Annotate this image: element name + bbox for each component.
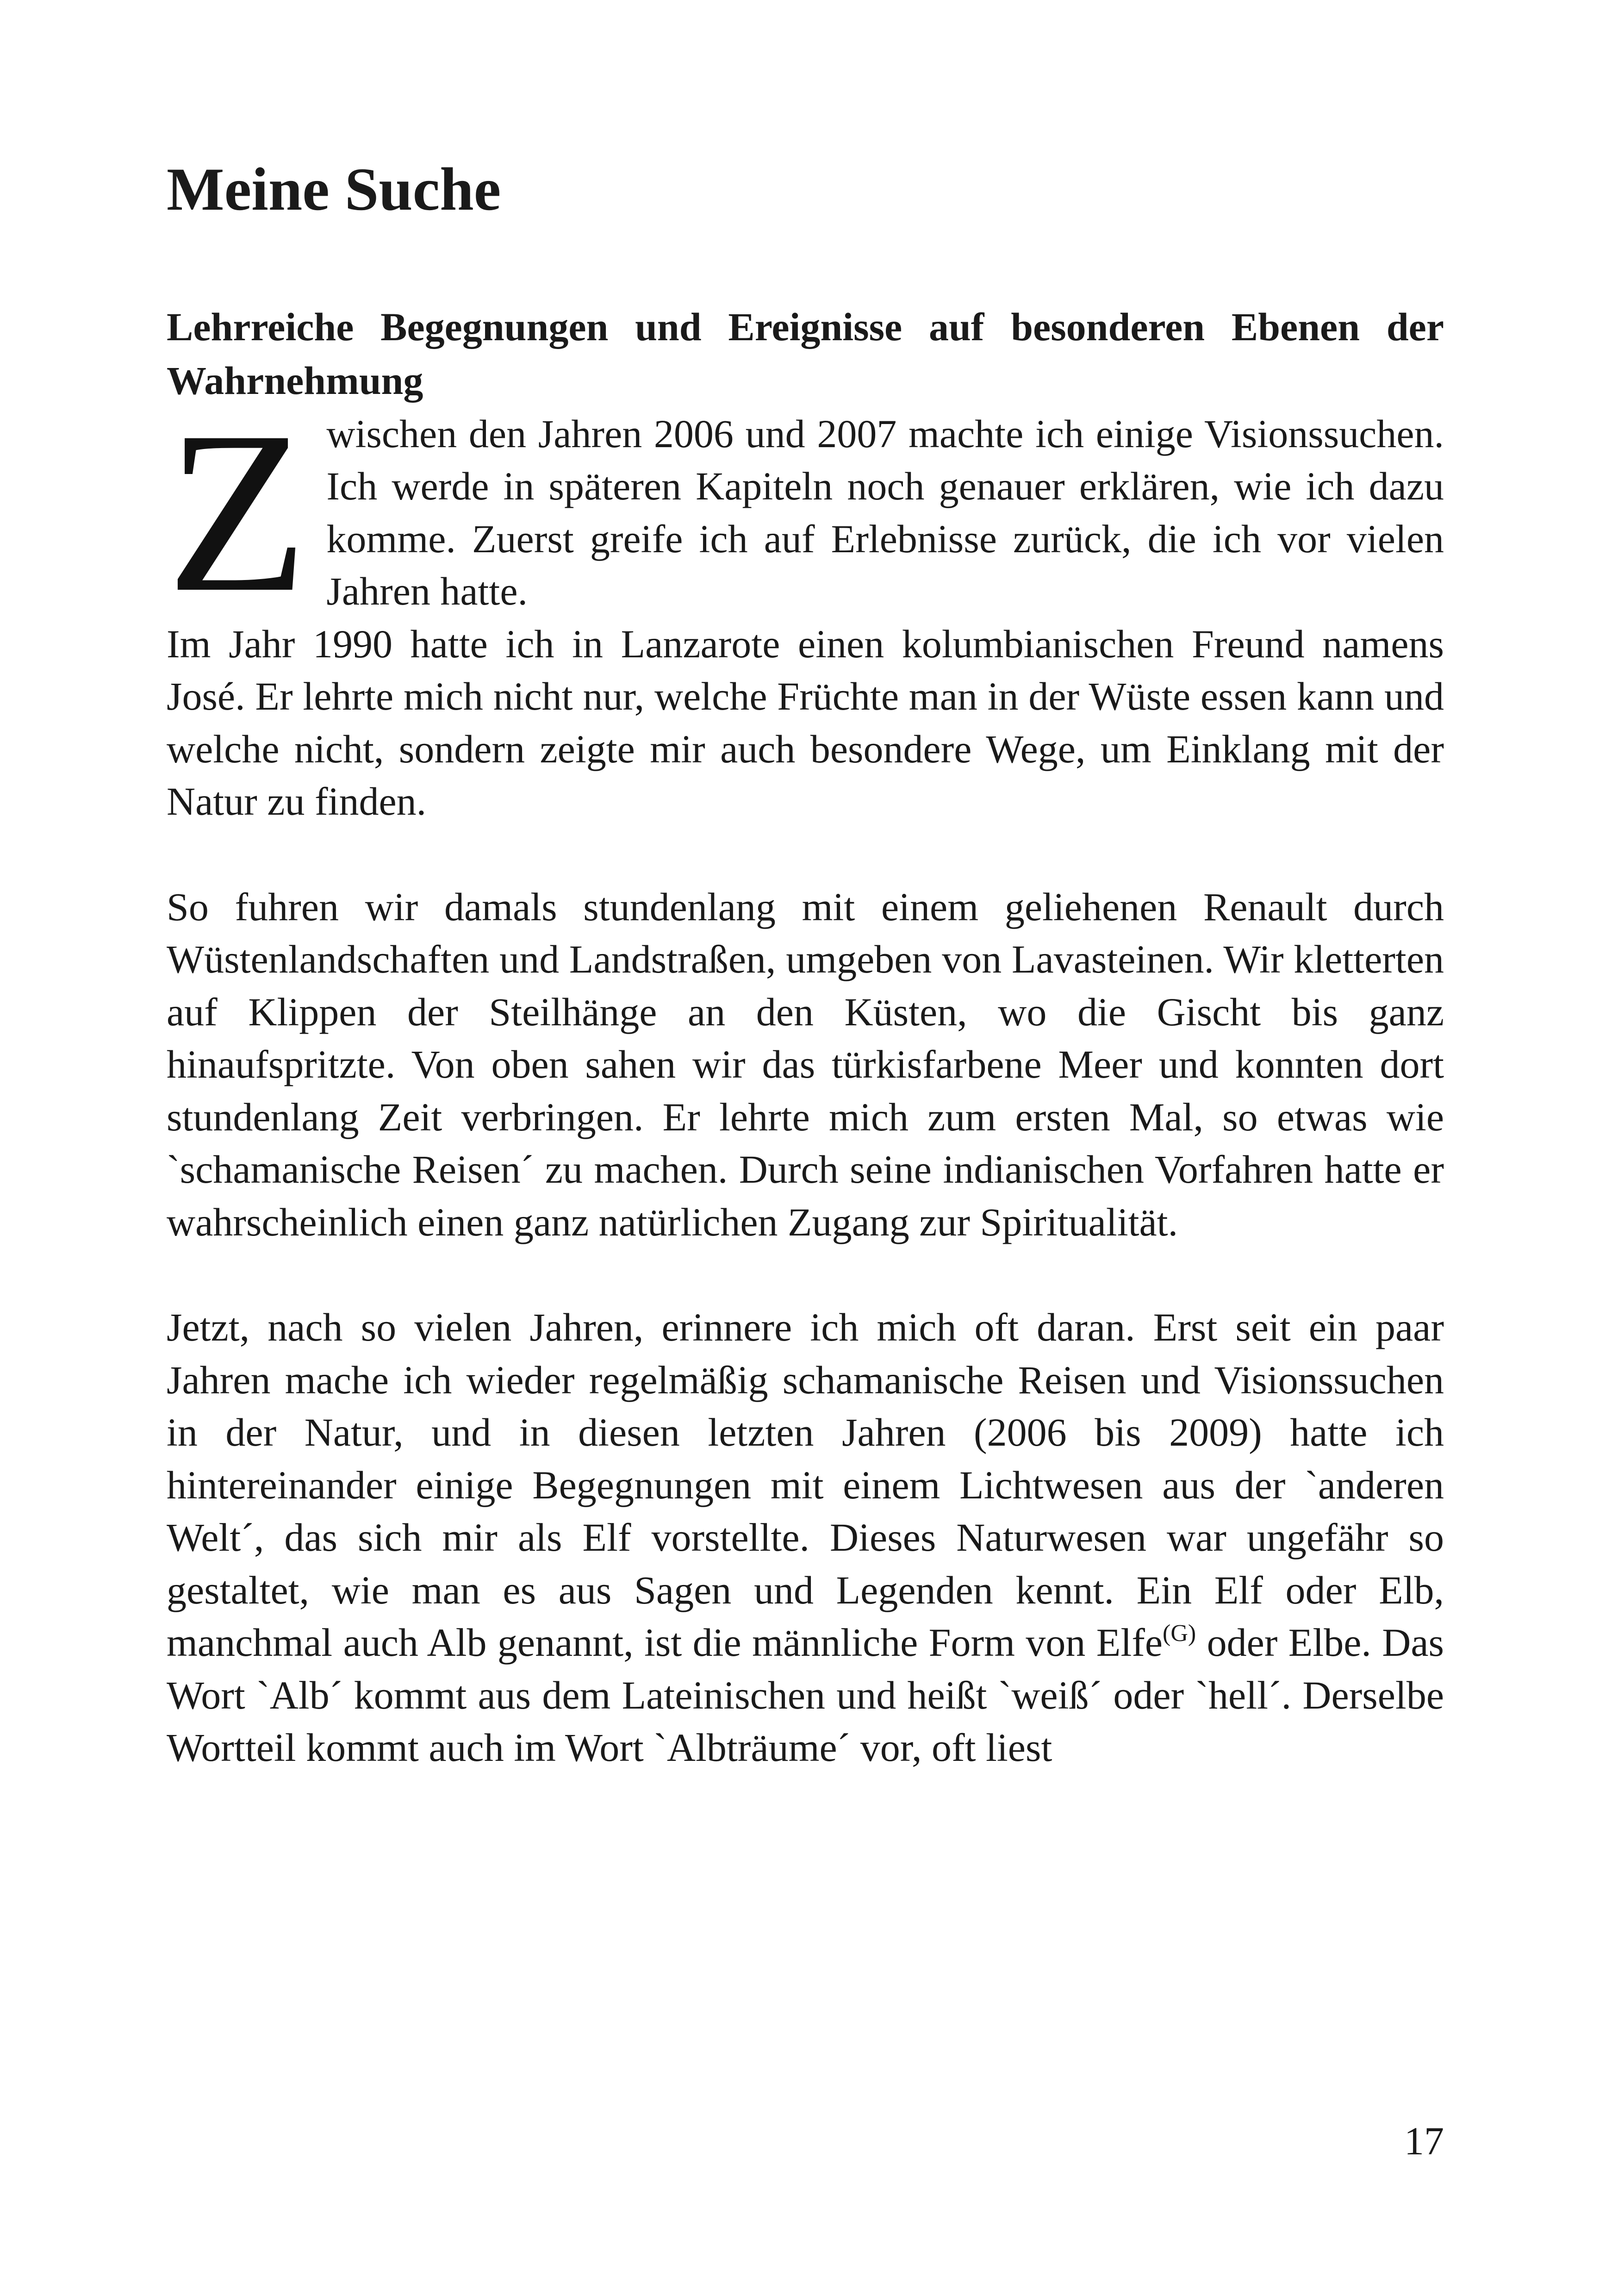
chapter-title: Meine Suche <box>167 155 501 223</box>
glossary-marker: (G) <box>1163 1620 1196 1647</box>
paragraph-1-text: wischen den Jahren 2006 und 2007 machte ich einige Visionssuchen. Ich werde in späteren Kapiteln noch genauer erklären, wie ich dazu komme. Zuerst greife ich auf Erlebnisse zurück, die ich vor vielen Jahren hatte. <box>326 411 1444 614</box>
paragraph-4-text-a: Jetzt, nach so vielen Jahren, erinnere ich mich oft daran. Erst seit ein paar Jahren mache ich wieder regelmäßig schamanische Reisen und Visionssuchen in der Natur, und in diesen letzten Jahren (2006 bis 2009) hatte ich hintereinander einige Begegnungen mit einem Lichtwesen aus der `anderen Welt´, das sich mir als Elf vorstellte. Dieses Naturwesen war ungefähr so gestaltet, wie man es aus Sagen und Legenden kennt. Ein Elf oder Elb, manchmal auch Alb genannt, ist die männliche Form von Elfe <box>167 1305 1444 1665</box>
paragraph-2: Im Jahr 1990 hatte ich in Lanzarote einen kolumbianischen Freund namens José. Er lehrte mich nicht nur, welche Früchte man in der Wüste essen kann und welche nicht, sondern zeigte mir auch besondere Wege, um Einklang mit der Natur zu finden. <box>167 621 1444 824</box>
paragraph-4-text-b: oder Elbe. Das Wort `Alb´ kommt aus dem Lateinischen und heißt `weiß´ oder `hell´. Derselbe Wortteil kommt auch im Wort `Albträume´ vor, oft liest <box>167 1620 1444 1770</box>
book-page <box>167 153 1444 1774</box>
paragraph-1 <box>167 383 1444 640</box>
page-number: 17 <box>1404 2119 1444 2163</box>
chapter-subtitle: Lehrreiche Begegnungen und Ereignisse auf besonderen Ebenen der Wahrnehmung <box>167 305 1444 403</box>
paragraph-4 <box>167 1301 1444 1774</box>
body-text <box>167 383 1444 1774</box>
paragraph-3: So fuhren wir damals stundenlang mit einem geliehenen Renault durch Wüstenlandschaften und Landstraßen, umgeben von Lavasteinen. Wir kletterten auf Klippen der Steilhänge an den Küsten, wo die Gischt bis ganz hinaufspritzte. Von oben sahen wir das türkisfarbene Meer und konnten dort stundenlang Zeit verbringen. Er lehrte mich zum ersten Mal, so etwas wie `schamanische Reisen´ zu machen. Durch seine indianischen Vorfahren hatte er wahrscheinlich einen ganz natürlichen Zugang zur Spiritualität. <box>167 884 1444 1244</box>
drop-cap: Z <box>167 383 308 640</box>
